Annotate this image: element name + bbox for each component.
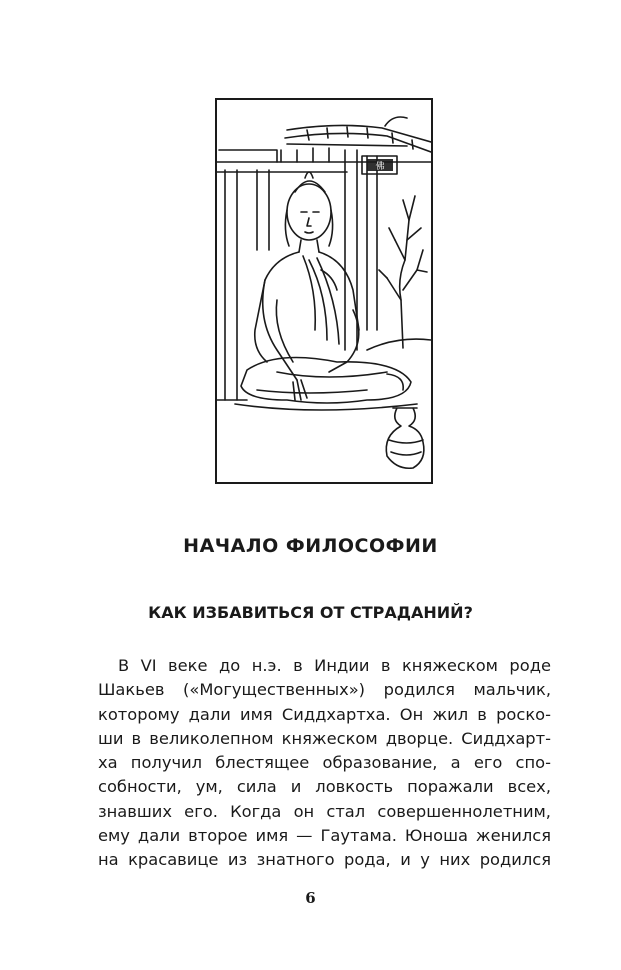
paragraph-line: знавших его. Когда он стал совершеннолетним, <box>98 801 551 821</box>
paragraph-line: ши в великолепном княжеском дворце. Сиддхарт- <box>98 728 551 748</box>
body-paragraph <box>98 654 551 873</box>
paragraph-line: ха получил блестящее образование, а его спо- <box>98 753 551 773</box>
paragraph-line: которому дали имя Сиддхартха. Он жил в роско- <box>98 704 551 724</box>
seal-text: 佛 <box>375 162 385 172</box>
seated-buddha-icon <box>217 100 431 482</box>
paragraph-line: Шакьев («Могущественных») родился мальчик, <box>98 680 551 700</box>
paragraph-line: ему дали второе имя — Гаутама. Юноша женился <box>98 826 551 846</box>
section-title: КАК ИЗБАВИТЬСЯ ОТ СТРАДАНИЙ? <box>148 603 473 622</box>
chapter-title: НАЧАЛО ФИЛОСОФИИ <box>183 535 438 557</box>
paragraph-line: на красавице из знатного рода, и у них родился <box>98 850 551 870</box>
buddha-illustration <box>215 98 433 484</box>
paragraph-line: собности, ум, сила и ловкость поражали всех, <box>98 777 551 797</box>
page-number: 6 <box>305 889 316 907</box>
paragraph-line: В VI веке до н.э. в Индии в княжеском роде <box>118 656 551 675</box>
